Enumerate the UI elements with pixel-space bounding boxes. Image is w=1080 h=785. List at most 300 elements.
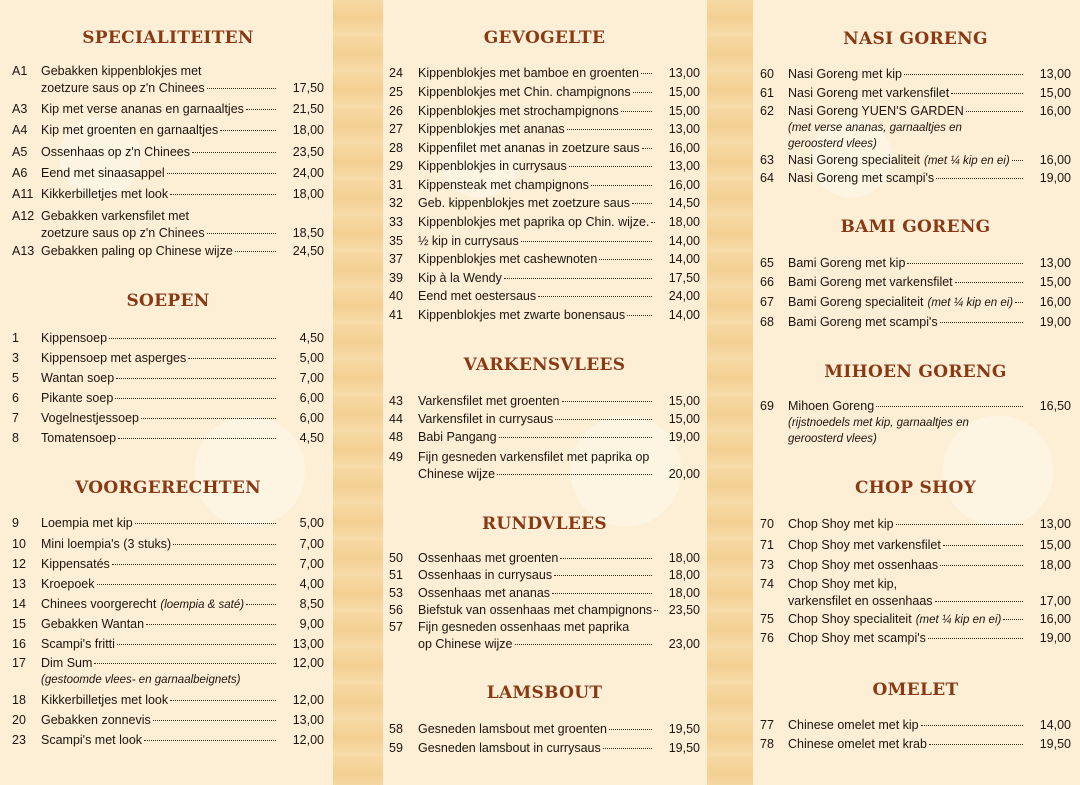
item-name: Kippensoep bbox=[41, 331, 108, 345]
item-name: ½ kip in currysaus bbox=[418, 234, 519, 248]
dot-leader bbox=[144, 740, 276, 741]
item-number: 3 bbox=[12, 351, 19, 365]
item-name: Varkensfilet in currysaus bbox=[418, 412, 554, 426]
item-line bbox=[788, 86, 1025, 103]
dot-leader bbox=[940, 322, 1023, 323]
item-description bbox=[418, 141, 654, 158]
item-price: 24,00 bbox=[668, 289, 700, 303]
item-line bbox=[41, 145, 278, 162]
item-name: Ossenhaas met ananas bbox=[418, 586, 551, 600]
item-name: Fijn gesneden varkensfilet met paprika op bbox=[418, 450, 650, 464]
dot-leader bbox=[188, 358, 276, 359]
item-description bbox=[41, 123, 278, 140]
item-description bbox=[41, 557, 278, 574]
dot-leader bbox=[235, 251, 276, 252]
item-price: 23,50 bbox=[292, 145, 324, 159]
item-name: Kip à la Wendy bbox=[418, 271, 502, 285]
item-description bbox=[41, 244, 278, 261]
item-price: 4,00 bbox=[299, 577, 324, 591]
item-name: Varkensfilet met groenten bbox=[418, 394, 560, 408]
dot-leader bbox=[929, 744, 1023, 745]
item-price: 4,50 bbox=[299, 331, 324, 345]
item-name: Nasi Goreng met scampi's bbox=[788, 171, 935, 185]
item-line bbox=[41, 187, 278, 204]
dot-leader bbox=[609, 729, 652, 730]
item-number: 59 bbox=[389, 741, 403, 755]
section-heading-voorgerechten: VOORGERECHTEN bbox=[75, 478, 261, 498]
item-description bbox=[788, 737, 1025, 754]
section-heading-lamsbout: LAMSBOUT bbox=[486, 683, 603, 703]
item-price: 19,00 bbox=[668, 430, 700, 444]
item-description bbox=[788, 153, 1025, 170]
item-name: Kippenblokjes met strochampignons bbox=[418, 104, 619, 118]
item-name: Chop Shoy met scampi's bbox=[788, 631, 926, 645]
item-name: Gesneden lamsbout in currysaus bbox=[418, 741, 601, 755]
item-line bbox=[788, 171, 1025, 188]
item-description bbox=[418, 178, 654, 195]
dot-leader bbox=[1012, 160, 1023, 161]
item-line bbox=[788, 718, 1025, 735]
item-line bbox=[41, 226, 278, 243]
item-line bbox=[418, 603, 654, 620]
item-description bbox=[41, 713, 278, 730]
item-description bbox=[41, 166, 278, 183]
item-line bbox=[418, 215, 654, 232]
item-line bbox=[418, 66, 654, 83]
item-number: 65 bbox=[760, 256, 774, 270]
item-line bbox=[418, 450, 654, 467]
item-price: 19,50 bbox=[668, 741, 700, 755]
item-name: Kippenblokjes met ananas bbox=[418, 122, 565, 136]
item-line bbox=[418, 104, 654, 121]
item-line bbox=[41, 64, 278, 81]
item-description bbox=[41, 733, 278, 750]
item-line bbox=[788, 275, 1025, 292]
item-price: 4,50 bbox=[299, 431, 324, 445]
dot-leader bbox=[569, 166, 652, 167]
dot-leader bbox=[936, 178, 1023, 179]
item-line bbox=[788, 67, 1025, 84]
item-price: 12,00 bbox=[292, 693, 324, 707]
item-number: 75 bbox=[760, 612, 774, 626]
dot-leader bbox=[951, 93, 1023, 94]
item-line bbox=[788, 315, 1025, 332]
item-line bbox=[418, 430, 654, 447]
dot-leader bbox=[654, 610, 658, 611]
item-name: Bami Goreng met varkensfilet bbox=[788, 275, 953, 289]
item-description bbox=[788, 558, 1025, 575]
item-description bbox=[418, 620, 654, 653]
item-price: 23,00 bbox=[668, 636, 700, 651]
item-name: Wantan soep bbox=[41, 371, 115, 385]
item-description bbox=[418, 741, 654, 758]
item-number: A5 bbox=[12, 145, 28, 159]
dot-leader bbox=[118, 438, 276, 439]
item-description bbox=[418, 104, 654, 121]
dot-leader bbox=[591, 185, 652, 186]
section-heading-bami-goreng: BAMI GORENG bbox=[840, 217, 991, 237]
item-number: A13 bbox=[12, 244, 35, 258]
item-price: 19,00 bbox=[1039, 631, 1071, 645]
dot-leader bbox=[117, 644, 276, 645]
item-name: Chinese wijze bbox=[418, 466, 496, 481]
dot-leader bbox=[1015, 302, 1023, 303]
item-line bbox=[788, 399, 1025, 416]
item-line bbox=[418, 234, 654, 251]
section-heading-soepen: SOEPEN bbox=[126, 291, 210, 311]
item-line bbox=[41, 617, 278, 634]
item-description bbox=[788, 538, 1025, 555]
item-line bbox=[788, 538, 1025, 555]
item-number: 60 bbox=[760, 67, 774, 81]
item-line bbox=[418, 289, 654, 306]
dot-leader bbox=[97, 584, 276, 585]
item-note: (met ¼ kip en ei) bbox=[915, 614, 1002, 626]
dot-leader bbox=[554, 575, 652, 576]
item-line bbox=[418, 586, 654, 603]
item-name: op Chinese wijze bbox=[418, 636, 513, 651]
item-description bbox=[418, 66, 654, 83]
item-price: 17,00 bbox=[1039, 593, 1071, 608]
item-name: Kippenblokjes met cashewnoten bbox=[418, 252, 598, 266]
section-heading-rundvlees: RUNDVLEES bbox=[482, 514, 607, 534]
dot-leader bbox=[621, 111, 652, 112]
item-line bbox=[418, 568, 654, 585]
item-name: Kippenblokjes met zwarte bonensaus bbox=[418, 308, 626, 322]
item-price: 15,00 bbox=[1039, 538, 1071, 552]
item-price: 13,00 bbox=[1039, 256, 1071, 270]
item-description bbox=[41, 331, 278, 348]
item-description bbox=[41, 411, 278, 428]
item-number: 32 bbox=[389, 196, 403, 210]
dot-leader bbox=[167, 173, 276, 174]
item-number: A6 bbox=[12, 166, 28, 180]
item-line bbox=[418, 722, 654, 739]
item-line bbox=[41, 693, 278, 710]
item-name: Gebakken Wantan bbox=[41, 617, 145, 631]
item-name: Bami Goreng met scampi's bbox=[788, 315, 938, 329]
item-number: 29 bbox=[389, 159, 403, 173]
item-number: 8 bbox=[12, 431, 19, 445]
item-description bbox=[41, 637, 278, 654]
item-line bbox=[418, 159, 654, 176]
dot-leader bbox=[220, 130, 276, 131]
item-name: zoetzure saus op z'n Chinees bbox=[41, 80, 205, 95]
item-line bbox=[418, 122, 654, 139]
item-line bbox=[418, 394, 654, 411]
item-price: 17,50 bbox=[668, 271, 700, 285]
dot-leader bbox=[141, 418, 276, 419]
item-subtext: geroosterd vlees) bbox=[788, 433, 877, 445]
item-description bbox=[41, 187, 278, 204]
item-name: Vogelnestjessoep bbox=[41, 411, 139, 425]
item-price: 18,00 bbox=[292, 187, 324, 201]
item-number: 10 bbox=[12, 537, 26, 551]
item-description bbox=[788, 612, 1025, 629]
item-line bbox=[41, 577, 278, 594]
section-heading-mihoen-goreng: MIHOEN GORENG bbox=[824, 362, 1007, 382]
item-name: Chop Shoy met ossenhaas bbox=[788, 558, 939, 572]
dot-leader bbox=[504, 278, 652, 279]
item-name: Babi Pangang bbox=[418, 430, 497, 444]
item-description bbox=[788, 577, 1025, 610]
item-price: 13,00 bbox=[1039, 517, 1071, 531]
item-line bbox=[41, 516, 278, 533]
item-description bbox=[418, 215, 654, 232]
item-number: 69 bbox=[760, 399, 774, 413]
item-line bbox=[41, 371, 278, 388]
item-line bbox=[41, 431, 278, 448]
item-price: 12,00 bbox=[292, 656, 324, 670]
item-name: Nasi Goreng met kip bbox=[788, 67, 902, 81]
item-name: Dim Sum bbox=[41, 656, 93, 670]
item-price: 16,00 bbox=[668, 178, 700, 192]
item-line bbox=[41, 537, 278, 554]
item-number: 37 bbox=[389, 252, 403, 266]
item-price: 13,00 bbox=[1039, 67, 1071, 81]
section-heading-varkensvlees: VARKENSVLEES bbox=[463, 355, 626, 375]
item-line bbox=[788, 577, 1025, 594]
item-description bbox=[41, 516, 278, 533]
dot-leader bbox=[651, 222, 655, 223]
item-name: Scampi's fritti bbox=[41, 637, 115, 651]
item-price: 6,00 bbox=[299, 391, 324, 405]
item-description bbox=[41, 537, 278, 554]
item-name: Kroepoek bbox=[41, 577, 95, 591]
dot-leader bbox=[641, 73, 652, 74]
item-line bbox=[788, 558, 1025, 575]
item-name: Ossenhaas in currysaus bbox=[418, 568, 553, 582]
item-number: 61 bbox=[760, 86, 774, 100]
section-heading-gevogelte: GEVOGELTE bbox=[483, 28, 606, 48]
item-price: 15,00 bbox=[668, 394, 700, 408]
item-price: 17,50 bbox=[292, 80, 324, 95]
item-subtext: (met verse ananas, garnaaltjes en bbox=[788, 121, 962, 134]
item-price: 14,00 bbox=[668, 234, 700, 248]
dot-leader bbox=[192, 152, 276, 153]
item-name: Mini loempia's (3 stuks) bbox=[41, 537, 172, 551]
item-price: 19,50 bbox=[1039, 737, 1071, 751]
item-description bbox=[418, 551, 654, 568]
dot-leader bbox=[599, 259, 652, 260]
item-price: 5,00 bbox=[299, 516, 324, 530]
item-number: 28 bbox=[389, 141, 403, 155]
item-note: (loempia & saté) bbox=[160, 599, 245, 611]
item-description bbox=[788, 718, 1025, 735]
item-number: 18 bbox=[12, 693, 26, 707]
item-description bbox=[418, 308, 654, 325]
item-number: 64 bbox=[760, 171, 774, 185]
dot-leader bbox=[943, 545, 1023, 546]
dot-leader bbox=[560, 558, 652, 559]
item-price: 13,00 bbox=[292, 713, 324, 727]
item-number: 7 bbox=[12, 411, 19, 425]
item-number: 40 bbox=[389, 289, 403, 303]
item-number: 16 bbox=[12, 637, 26, 651]
item-number: 13 bbox=[12, 577, 26, 591]
item-line bbox=[41, 351, 278, 368]
item-number: 67 bbox=[760, 295, 774, 309]
item-number: 51 bbox=[389, 568, 403, 582]
item-name: Gebakken kippenblokjes met bbox=[41, 64, 202, 78]
item-subtext: (rijstnoedels met kip, garnaaltjes en bbox=[788, 416, 969, 429]
dot-leader bbox=[521, 241, 652, 242]
item-description bbox=[788, 315, 1025, 332]
item-name: Fijn gesneden ossenhaas met paprika bbox=[418, 620, 630, 634]
item-name: Chinese omelet met kip bbox=[788, 718, 919, 732]
item-price: 14,00 bbox=[668, 252, 700, 266]
item-price: 16,00 bbox=[668, 141, 700, 155]
item-price: 12,00 bbox=[292, 733, 324, 747]
item-line bbox=[418, 271, 654, 288]
item-line bbox=[788, 612, 1025, 629]
dot-leader bbox=[497, 474, 652, 475]
item-line bbox=[41, 331, 278, 348]
item-name: Chop Shoy met kip, bbox=[788, 577, 898, 591]
item-price: 16,00 bbox=[1039, 612, 1071, 626]
item-price: 14,00 bbox=[668, 308, 700, 322]
item-line bbox=[41, 656, 278, 673]
item-description bbox=[788, 171, 1025, 188]
item-price: 19,50 bbox=[668, 722, 700, 736]
item-number: 1 bbox=[12, 331, 19, 345]
item-description bbox=[41, 577, 278, 594]
item-name: Gebakken varkensfilet met bbox=[41, 209, 189, 223]
item-description bbox=[788, 104, 1025, 154]
item-subtext: geroosterd vlees) bbox=[788, 138, 877, 150]
dot-leader bbox=[633, 92, 652, 93]
item-number: 43 bbox=[389, 394, 403, 408]
item-number: 62 bbox=[760, 104, 774, 118]
item-price: 18,00 bbox=[668, 586, 700, 600]
item-number: 12 bbox=[12, 557, 26, 571]
item-price: 8,50 bbox=[299, 597, 324, 611]
item-number: 66 bbox=[760, 275, 774, 289]
item-description bbox=[41, 209, 278, 242]
dot-leader bbox=[940, 565, 1023, 566]
item-line bbox=[41, 209, 278, 226]
item-description bbox=[41, 351, 278, 368]
item-description bbox=[788, 631, 1025, 648]
item-name: Mihoen Goreng bbox=[788, 399, 875, 413]
item-number: 6 bbox=[12, 391, 19, 405]
item-name: Loempia met kip bbox=[41, 516, 133, 530]
item-description bbox=[41, 656, 278, 689]
item-line bbox=[418, 85, 654, 102]
item-line bbox=[418, 196, 654, 213]
item-line bbox=[788, 104, 1025, 121]
item-number: 70 bbox=[760, 517, 774, 531]
item-description bbox=[788, 256, 1025, 273]
item-number: 15 bbox=[12, 617, 26, 631]
item-number: 39 bbox=[389, 271, 403, 285]
item-description bbox=[788, 86, 1025, 103]
item-number: A12 bbox=[12, 209, 35, 223]
item-price: 19,00 bbox=[1039, 315, 1071, 329]
decorative-band-right bbox=[707, 0, 753, 785]
item-line bbox=[788, 631, 1025, 648]
dot-leader bbox=[552, 593, 652, 594]
dot-leader bbox=[146, 624, 276, 625]
item-line bbox=[41, 81, 278, 98]
dot-leader bbox=[642, 148, 652, 149]
item-line bbox=[788, 295, 1025, 312]
item-number: 48 bbox=[389, 430, 403, 444]
item-price: 5,00 bbox=[299, 351, 324, 365]
item-number: 20 bbox=[12, 713, 26, 727]
item-name: varkensfilet en ossenhaas bbox=[788, 593, 933, 608]
item-number: 23 bbox=[12, 733, 26, 747]
item-name: Gebakken zonnevis bbox=[41, 713, 151, 727]
item-number: 63 bbox=[760, 153, 774, 167]
item-description bbox=[418, 568, 654, 585]
dot-leader bbox=[207, 233, 276, 234]
item-number: 31 bbox=[389, 178, 403, 192]
item-price: 18,00 bbox=[668, 568, 700, 582]
item-number: 35 bbox=[389, 234, 403, 248]
item-description bbox=[41, 431, 278, 448]
item-number: 14 bbox=[12, 597, 26, 611]
item-price: 15,00 bbox=[1039, 275, 1071, 289]
item-line bbox=[41, 733, 278, 750]
dot-leader bbox=[173, 544, 276, 545]
decorative-band-left bbox=[333, 0, 383, 785]
dot-leader bbox=[135, 523, 276, 524]
dot-leader bbox=[115, 398, 276, 399]
dot-leader bbox=[904, 74, 1023, 75]
item-description bbox=[418, 603, 654, 620]
item-price: 15,00 bbox=[668, 104, 700, 118]
item-number: 27 bbox=[389, 122, 403, 136]
dot-leader bbox=[627, 315, 652, 316]
item-number: 44 bbox=[389, 412, 403, 426]
item-name: Geb. kippenblokjes met zoetzure saus bbox=[418, 196, 630, 210]
item-number: 5 bbox=[12, 371, 19, 385]
item-number: 26 bbox=[389, 104, 403, 118]
item-number: 71 bbox=[760, 538, 774, 552]
item-price: 16,00 bbox=[1039, 153, 1071, 167]
item-price: 18,00 bbox=[1039, 558, 1071, 572]
dot-leader bbox=[562, 401, 652, 402]
item-description bbox=[418, 85, 654, 102]
dot-leader bbox=[170, 194, 276, 195]
item-price: 13,00 bbox=[668, 159, 700, 173]
item-description bbox=[788, 295, 1025, 312]
item-number: A1 bbox=[12, 64, 28, 78]
item-number: 56 bbox=[389, 603, 403, 617]
item-line bbox=[41, 166, 278, 183]
item-line bbox=[41, 102, 278, 119]
item-line bbox=[41, 713, 278, 730]
item-number: 57 bbox=[389, 620, 403, 634]
item-line bbox=[41, 411, 278, 428]
item-number: 17 bbox=[12, 656, 26, 670]
dot-leader bbox=[935, 601, 1023, 602]
item-price: 18,00 bbox=[668, 215, 700, 229]
dot-leader bbox=[116, 378, 276, 379]
item-line bbox=[418, 141, 654, 158]
item-name: Tomatensoep bbox=[41, 431, 117, 445]
item-number: 9 bbox=[12, 516, 19, 530]
dot-leader bbox=[876, 406, 1023, 407]
item-name: Kikkerbilletjes met look bbox=[41, 187, 169, 201]
item-price: 18,00 bbox=[292, 123, 324, 137]
item-number: 25 bbox=[389, 85, 403, 99]
item-price: 13,00 bbox=[668, 122, 700, 136]
dot-leader bbox=[246, 604, 276, 605]
item-price: 6,00 bbox=[299, 411, 324, 425]
item-description bbox=[418, 252, 654, 269]
